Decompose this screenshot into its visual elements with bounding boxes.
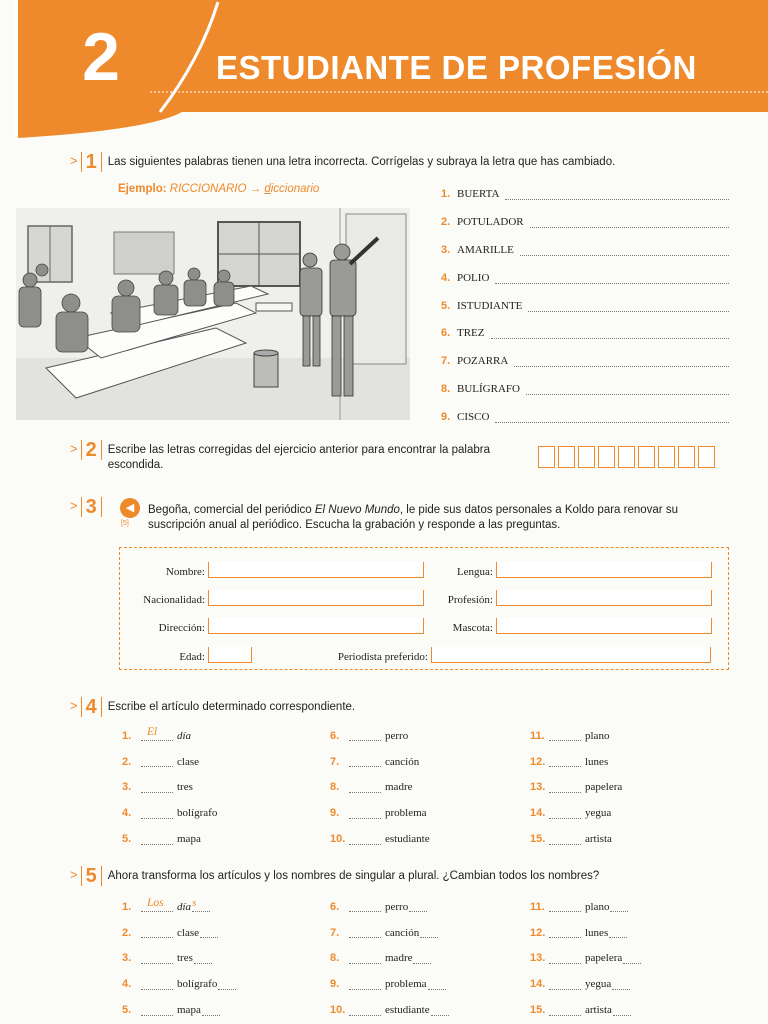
noun: yegua bbox=[585, 807, 612, 820]
plural-ending-blank[interactable] bbox=[613, 1005, 631, 1016]
item-number: 2. bbox=[122, 755, 132, 768]
unit-number: 2 bbox=[82, 19, 120, 95]
plural-ending-blank[interactable] bbox=[420, 927, 438, 938]
example-corrected-rest: iccionario bbox=[270, 183, 320, 195]
exercise-instruction: Escribe las letras corregidas del ejercicio anterior para encontrar la palabra escondida. bbox=[107, 444, 490, 471]
plural-ending-blank[interactable] bbox=[200, 927, 218, 938]
article-blank[interactable] bbox=[349, 782, 381, 793]
label-mascota: Mascota: bbox=[452, 622, 493, 634]
noun: perro bbox=[385, 900, 409, 913]
plural-ending-blank[interactable] bbox=[623, 953, 641, 964]
item-number: 7. bbox=[330, 926, 340, 939]
label-periodista: Periodista preferido: bbox=[337, 651, 428, 663]
article-blank[interactable] bbox=[349, 927, 381, 938]
incorrect-word: CISCO bbox=[457, 411, 490, 424]
noun: tres bbox=[177, 781, 193, 794]
plural-ending-blank[interactable] bbox=[413, 953, 431, 964]
item-number: 7. bbox=[330, 755, 340, 768]
hidden-word-boxes bbox=[538, 446, 715, 468]
item-number: 6. bbox=[441, 327, 451, 340]
article-item bbox=[122, 946, 236, 972]
audio-track-number: [5] bbox=[121, 520, 129, 527]
item-number: 11. bbox=[530, 900, 545, 913]
noun: canción bbox=[385, 926, 420, 939]
article-item bbox=[330, 826, 430, 852]
item-number: 15. bbox=[530, 1004, 546, 1017]
article-blank[interactable] bbox=[349, 808, 381, 819]
direccion-field[interactable] bbox=[208, 618, 424, 634]
article-item bbox=[122, 775, 217, 801]
article-item bbox=[330, 971, 449, 997]
label-lengua: Lengua: bbox=[456, 566, 493, 578]
noun: lunes bbox=[585, 926, 609, 939]
article-item bbox=[330, 894, 449, 920]
article-blank[interactable] bbox=[141, 897, 173, 912]
article-item bbox=[122, 894, 236, 920]
item-number: 3. bbox=[122, 952, 132, 965]
label-direccion: Dirección: bbox=[158, 622, 205, 634]
answer-text: El bbox=[147, 726, 158, 739]
noun: tres bbox=[177, 952, 193, 965]
nombre-field[interactable] bbox=[208, 562, 424, 578]
edad-field[interactable] bbox=[208, 647, 252, 663]
instruction-part: Begoña, comercial del periódico bbox=[148, 504, 315, 516]
article-item bbox=[330, 800, 430, 826]
profesion-field[interactable] bbox=[496, 590, 712, 606]
article-item bbox=[330, 946, 449, 972]
article-blank[interactable] bbox=[549, 901, 581, 912]
word-row bbox=[441, 292, 731, 320]
answer-line[interactable] bbox=[526, 383, 729, 395]
answer-line[interactable] bbox=[491, 327, 730, 339]
incorrect-word: POTULADOR bbox=[457, 215, 524, 228]
exercise-number: 4 bbox=[81, 697, 102, 717]
item-number: 8. bbox=[330, 781, 340, 794]
article-item bbox=[122, 800, 217, 826]
article-blank[interactable] bbox=[141, 782, 173, 793]
item-number: 5. bbox=[122, 1004, 132, 1017]
noun: bolígrafo bbox=[177, 807, 218, 820]
plural-ending-blank[interactable] bbox=[409, 901, 427, 912]
noun: estudiante bbox=[385, 1004, 430, 1017]
answer-line[interactable] bbox=[505, 188, 729, 200]
label-nombre: Nombre: bbox=[165, 566, 205, 578]
article-blank[interactable] bbox=[141, 756, 173, 767]
item-number: 7. bbox=[441, 355, 451, 368]
article-blank[interactable] bbox=[349, 756, 381, 767]
incorrect-word: POZARRA bbox=[457, 355, 509, 368]
noun: problema bbox=[385, 807, 427, 820]
article-blank[interactable] bbox=[549, 782, 581, 793]
form-row bbox=[425, 562, 712, 578]
example-wrong: RICCIONARIO bbox=[169, 183, 247, 195]
article-blank[interactable] bbox=[549, 1005, 581, 1016]
article-item bbox=[530, 894, 641, 920]
exercise-5-column bbox=[530, 894, 641, 1023]
answer-line[interactable] bbox=[530, 216, 729, 228]
word-row bbox=[441, 208, 731, 236]
answer-text: Los bbox=[147, 897, 164, 910]
exercise-1-heading bbox=[70, 152, 615, 172]
nacionalidad-field[interactable] bbox=[208, 590, 424, 606]
item-number: 1. bbox=[122, 900, 132, 913]
item-number: 8. bbox=[330, 952, 340, 965]
label-edad: Edad: bbox=[179, 651, 205, 663]
noun: plano bbox=[585, 729, 610, 742]
item-number: 3. bbox=[441, 243, 451, 256]
article-blank[interactable] bbox=[549, 953, 581, 964]
answer-line[interactable] bbox=[495, 411, 729, 423]
item-number: 10. bbox=[330, 1004, 346, 1017]
incorrect-word: TREZ bbox=[457, 327, 485, 340]
noun: clase bbox=[177, 926, 199, 939]
exercise-marker: > bbox=[70, 867, 78, 882]
noun: bolígrafo bbox=[177, 978, 218, 991]
incorrect-word: AMARILLE bbox=[457, 243, 514, 256]
word-row bbox=[441, 180, 731, 208]
item-number: 11. bbox=[530, 729, 545, 742]
article-item bbox=[122, 971, 236, 997]
item-number: 4. bbox=[441, 271, 451, 284]
letter-box[interactable] bbox=[698, 446, 715, 468]
letter-box[interactable] bbox=[638, 446, 655, 468]
article-blank[interactable] bbox=[349, 730, 381, 741]
letter-box[interactable] bbox=[558, 446, 575, 468]
article-item bbox=[530, 920, 641, 946]
article-item bbox=[122, 723, 217, 749]
noun: mapa bbox=[177, 1004, 201, 1017]
lengua-field[interactable] bbox=[496, 562, 712, 578]
exercise-marker: > bbox=[70, 498, 78, 513]
exercise-instruction bbox=[148, 503, 734, 533]
article-blank[interactable] bbox=[549, 927, 581, 938]
item-number: 5. bbox=[122, 833, 132, 846]
answer-line[interactable] bbox=[514, 355, 729, 367]
noun: plano bbox=[585, 900, 610, 913]
article-blank[interactable] bbox=[549, 730, 581, 741]
exercise-3-heading bbox=[70, 497, 108, 517]
noun: artista bbox=[585, 1004, 612, 1017]
exercise-number: 3 bbox=[81, 497, 102, 517]
noun: día bbox=[177, 729, 192, 742]
article-blank[interactable] bbox=[141, 953, 173, 964]
label-nacionalidad: Nacionalidad: bbox=[143, 594, 205, 606]
classroom-illustration bbox=[16, 208, 410, 420]
letter-box[interactable] bbox=[598, 446, 615, 468]
newspaper-name: El Nuevo Mundo bbox=[314, 504, 400, 516]
exercise-marker: > bbox=[70, 441, 78, 456]
article-item bbox=[530, 800, 622, 826]
plural-ending-blank[interactable] bbox=[202, 1005, 220, 1016]
item-number: 2. bbox=[441, 215, 451, 228]
item-number: 10. bbox=[330, 833, 346, 846]
exercise-5-heading bbox=[70, 866, 599, 886]
item-number: 8. bbox=[441, 383, 451, 396]
item-number: 12. bbox=[530, 755, 546, 768]
noun: mapa bbox=[177, 833, 201, 846]
unit-title: ESTUDIANTE DE PROFESIÓN bbox=[216, 49, 697, 86]
article-item bbox=[330, 775, 430, 801]
exercise-1-word-list bbox=[441, 180, 731, 431]
exercise-marker: > bbox=[70, 153, 78, 168]
ending-text: s bbox=[192, 897, 197, 910]
noun: lunes bbox=[585, 755, 609, 768]
exercise-number: 1 bbox=[81, 152, 102, 172]
form-row bbox=[270, 647, 711, 663]
noun: perro bbox=[385, 729, 409, 742]
incorrect-word: BULÍGRAFO bbox=[457, 383, 520, 396]
mascota-field[interactable] bbox=[496, 618, 712, 634]
article-blank[interactable] bbox=[549, 834, 581, 845]
noun: canción bbox=[385, 755, 420, 768]
item-number: 14. bbox=[530, 978, 546, 991]
answer-line[interactable] bbox=[528, 300, 729, 312]
exercise-instruction: Escribe el artículo determinado correspondiente. bbox=[107, 701, 356, 713]
form-row bbox=[120, 590, 424, 606]
form-row bbox=[120, 618, 424, 634]
audio-speaker-icon[interactable]: ◀ bbox=[120, 498, 140, 518]
article-blank[interactable] bbox=[141, 834, 173, 845]
item-number: 13. bbox=[530, 781, 546, 794]
answer-line[interactable] bbox=[495, 272, 729, 284]
article-item bbox=[330, 997, 449, 1023]
personal-data-form bbox=[119, 547, 729, 670]
letter-box[interactable] bbox=[658, 446, 675, 468]
article-item bbox=[530, 749, 622, 775]
noun: papelera bbox=[585, 952, 623, 965]
form-row bbox=[425, 590, 712, 606]
incorrect-word: ISTUDIANTE bbox=[457, 299, 523, 312]
word-row bbox=[441, 347, 731, 375]
item-number: 4. bbox=[122, 978, 132, 991]
incorrect-word: BUERTA bbox=[457, 187, 500, 200]
item-number: 2. bbox=[122, 926, 132, 939]
plural-ending-blank[interactable] bbox=[428, 979, 446, 990]
arrow-icon: → bbox=[249, 183, 262, 195]
article-blank[interactable] bbox=[141, 726, 173, 741]
exercise-4-column bbox=[330, 723, 430, 852]
form-row bbox=[120, 562, 424, 578]
article-item bbox=[122, 920, 236, 946]
plural-ending-blank[interactable] bbox=[218, 979, 236, 990]
exercise-4-heading bbox=[70, 697, 355, 717]
article-item bbox=[330, 920, 449, 946]
item-number: 15. bbox=[530, 833, 546, 846]
word-row bbox=[441, 403, 731, 431]
item-number: 9. bbox=[441, 411, 451, 424]
exercise-4-column bbox=[530, 723, 622, 852]
exercise-2-heading bbox=[70, 440, 508, 473]
noun: madre bbox=[385, 781, 413, 794]
article-item bbox=[330, 749, 430, 775]
article-blank[interactable] bbox=[349, 953, 381, 964]
item-number: 12. bbox=[530, 926, 546, 939]
letter-box[interactable] bbox=[578, 446, 595, 468]
example-line bbox=[118, 183, 319, 195]
unit-header bbox=[0, 0, 768, 140]
item-number: 4. bbox=[122, 807, 132, 820]
exercise-marker: > bbox=[70, 698, 78, 713]
article-blank[interactable] bbox=[549, 756, 581, 767]
plural-ending-blank[interactable] bbox=[192, 897, 210, 912]
item-number: 9. bbox=[330, 978, 340, 991]
article-blank[interactable] bbox=[549, 808, 581, 819]
exercise-instruction: Las siguientes palabras tienen una letra incorrecta. Corrígelas y subraya la letra que has cambiado. bbox=[107, 156, 616, 168]
article-item bbox=[530, 971, 641, 997]
letter-box[interactable] bbox=[618, 446, 635, 468]
exercise-4-column bbox=[122, 723, 217, 852]
article-item bbox=[530, 997, 641, 1023]
exercise-number: 5 bbox=[81, 866, 102, 886]
article-item bbox=[122, 749, 217, 775]
item-number: 6. bbox=[330, 900, 340, 913]
article-blank[interactable] bbox=[141, 979, 173, 990]
article-blank[interactable] bbox=[141, 927, 173, 938]
article-item bbox=[122, 997, 236, 1023]
word-row bbox=[441, 264, 731, 292]
example-label: Ejemplo: bbox=[118, 183, 167, 195]
item-number: 5. bbox=[441, 299, 451, 312]
article-blank[interactable] bbox=[349, 834, 381, 845]
article-item bbox=[530, 775, 622, 801]
exercise-5-column bbox=[330, 894, 449, 1023]
article-blank[interactable] bbox=[349, 1005, 381, 1016]
exercise-number: 2 bbox=[81, 440, 102, 460]
noun: papelera bbox=[585, 781, 623, 794]
label-profesion: Profesión: bbox=[447, 594, 493, 606]
periodista-field[interactable] bbox=[431, 647, 711, 663]
word-row bbox=[441, 236, 731, 264]
item-number: 3. bbox=[122, 781, 132, 794]
item-number: 13. bbox=[530, 952, 546, 965]
plural-ending-blank[interactable] bbox=[612, 979, 630, 990]
plural-ending-blank[interactable] bbox=[431, 1005, 449, 1016]
item-number: 6. bbox=[330, 729, 340, 742]
exercise-instruction: Ahora transforma los artículos y los nombres de singular a plural. ¿Cambian todos los nombres? bbox=[107, 870, 600, 882]
article-item bbox=[122, 826, 217, 852]
item-number: 1. bbox=[441, 187, 451, 200]
example-corrected-letter: d bbox=[264, 183, 271, 195]
noun: estudiante bbox=[385, 833, 430, 846]
article-item bbox=[530, 723, 622, 749]
article-item bbox=[530, 826, 622, 852]
instruction-part: , le pide sus datos personales a Koldo para renovar su suscripción anual al periódico. Escucha la grabación y responde a las preguntas. bbox=[148, 504, 678, 531]
item-number: 9. bbox=[330, 807, 340, 820]
form-row bbox=[425, 618, 712, 634]
noun: problema bbox=[385, 978, 427, 991]
noun: yegua bbox=[585, 978, 612, 991]
plural-ending-blank[interactable] bbox=[194, 953, 212, 964]
article-blank[interactable] bbox=[141, 1005, 173, 1016]
noun: clase bbox=[177, 755, 199, 768]
word-row bbox=[441, 319, 731, 347]
article-blank[interactable] bbox=[549, 979, 581, 990]
article-item bbox=[530, 946, 641, 972]
plural-ending-blank[interactable] bbox=[610, 901, 628, 912]
noun: madre bbox=[385, 952, 413, 965]
incorrect-word: POLIO bbox=[457, 271, 490, 284]
answer-line[interactable] bbox=[520, 244, 729, 256]
article-blank[interactable] bbox=[349, 979, 381, 990]
letter-box[interactable] bbox=[678, 446, 695, 468]
word-row bbox=[441, 375, 731, 403]
article-item bbox=[330, 723, 430, 749]
item-number: 14. bbox=[530, 807, 546, 820]
letter-box[interactable] bbox=[538, 446, 555, 468]
noun: artista bbox=[585, 833, 612, 846]
plural-ending-blank[interactable] bbox=[609, 927, 627, 938]
article-blank[interactable] bbox=[349, 901, 381, 912]
article-blank[interactable] bbox=[141, 808, 173, 819]
exercise-5-column bbox=[122, 894, 236, 1023]
item-number: 1. bbox=[122, 729, 132, 742]
noun: día bbox=[177, 900, 192, 913]
form-row bbox=[120, 647, 252, 663]
